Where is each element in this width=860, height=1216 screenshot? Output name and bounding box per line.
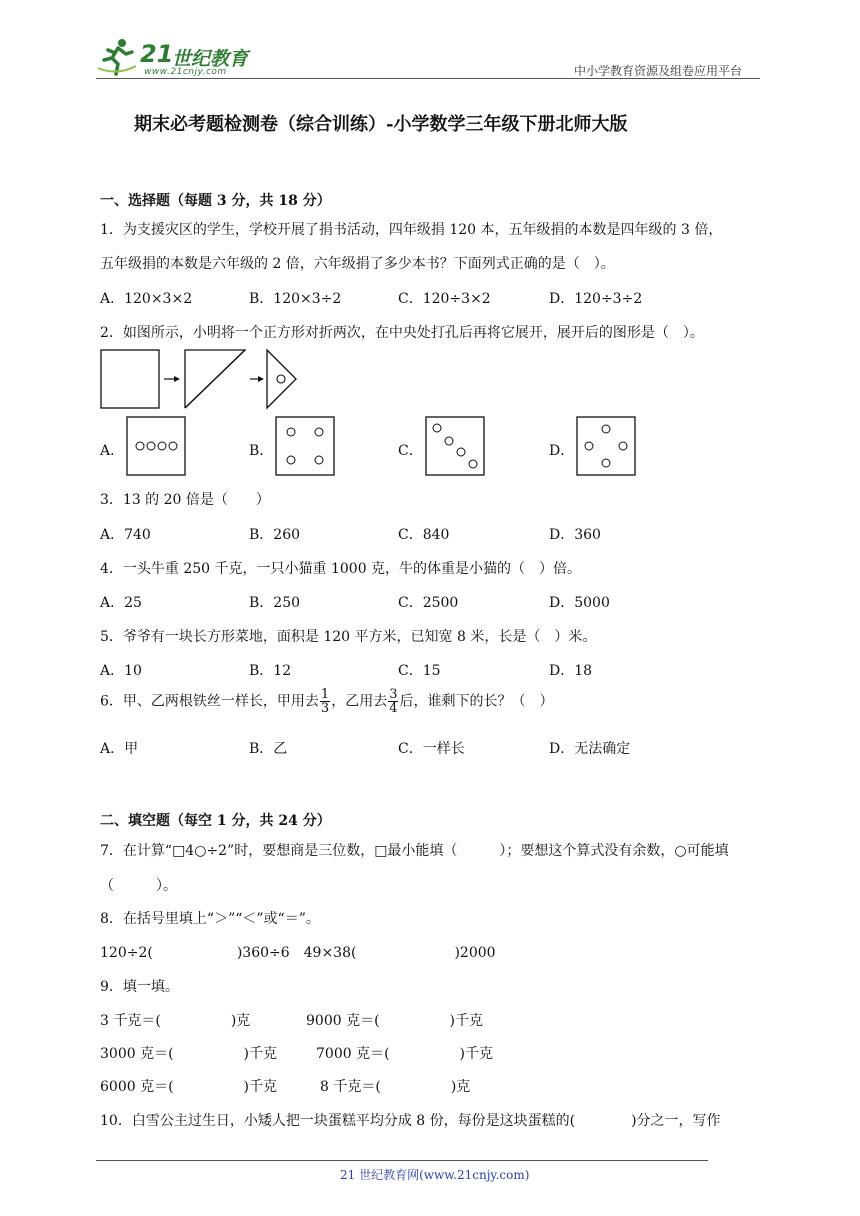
fraction-one-third: $\frac{1}{3}$: [320, 687, 330, 716]
q3-text: 3．13 的 20 倍是（ ）: [100, 492, 270, 508]
q6-part2: ，乙用去: [331, 693, 388, 710]
q4-option-d: D．5000: [549, 595, 610, 611]
fraction-three-quarters: $\frac{3}{4}$: [389, 687, 398, 716]
q9-row3-left: 6000 克＝( )千克: [100, 1079, 278, 1095]
q3-option-b: B．260: [249, 527, 301, 543]
q10-text: 10．白雪公主过生日，小矮人把一块蛋糕平均分成 8 份，每份是这块蛋糕的( )分之一，写作: [100, 1113, 721, 1129]
logo: [96, 36, 256, 78]
fold-diagram: [100, 348, 310, 412]
q3-option-d: D．360: [549, 527, 601, 543]
q1-option-b: B．120×3÷2: [249, 291, 342, 307]
square-shape: [101, 350, 159, 408]
q5-option-b: B．12: [249, 663, 292, 679]
q9-row2-left: 3000 克＝( )千克: [100, 1046, 278, 1062]
q1-option-c: C．120÷3×2: [398, 291, 491, 307]
q6-option-c: C．一样长: [398, 741, 465, 757]
section-heading-choice: 一、选择题（每题 3 分，共 18 分）: [100, 193, 331, 209]
q6-option-d: D．无法确定: [549, 741, 631, 757]
q4-option-c: C．2500: [398, 595, 459, 611]
q9-row3-right: 8 千克＝( )克: [320, 1079, 471, 1095]
logo-text: 世纪教育: [172, 48, 249, 70]
q9-row1-right: 9000 克＝( )千克: [306, 1013, 484, 1029]
q2-option-b-figure: [275, 416, 335, 476]
q6-option-b: B．乙: [249, 741, 288, 757]
q9-row1-left: 3 千克＝( )克: [100, 1013, 251, 1029]
q2-option-c-label: C．: [398, 443, 423, 459]
q2-option-c-figure: [425, 416, 485, 476]
q2-option-b-label: B．: [249, 443, 274, 459]
q7-line2: （ ）。: [100, 878, 177, 894]
q5-option-d: D．18: [549, 663, 593, 679]
footer-text: 21 世纪教育网(www.21cnjy.com): [340, 1168, 530, 1182]
q1-option-a: A．120×3×2: [100, 291, 193, 307]
q1-line1: 1．为支援灾区的学生，学校开展了捐书活动，四年级捐 120 本，五年级捐的本数是四年级的 3 倍，: [100, 222, 723, 238]
q3-option-a: A．740: [100, 527, 151, 543]
page-title: 期末必考题检测卷（综合训练）-小学数学三年级下册北师大版: [134, 114, 628, 135]
q1-option-d: D．120÷3÷2: [549, 291, 643, 307]
footer-divider: [96, 1160, 708, 1161]
q9-row2-right: 7000 克＝( )千克: [316, 1046, 494, 1062]
logo-url: www.21cnjy.com: [144, 67, 227, 77]
hole-icon: [277, 375, 285, 383]
runner-icon: [96, 36, 138, 78]
header-divider: [96, 78, 760, 79]
q6-text: [100, 688, 553, 715]
q4-text: 4．一头牛重 250 千克，一只小猫重 1000 克，牛的体重是小猫的（ ）倍。: [100, 561, 582, 577]
q6-option-a: A．甲: [100, 741, 139, 757]
q3-option-c: C．840: [398, 527, 450, 543]
section-heading-fill: 二、填空题（每空 1 分，共 24 分）: [100, 813, 331, 829]
q5-option-c: C．15: [398, 663, 441, 679]
q7-line1: 7．在计算“□4○÷2”时，要想商是三位数，□最小能填（ ）；要想这个算式没有余数，○可能填: [100, 843, 729, 859]
q8-text: 8．在括号里填上“＞”“＜”或“＝”。: [100, 911, 320, 927]
q2-option-a-label: A．: [100, 443, 125, 459]
q2-option-a-figure: [126, 416, 186, 476]
q8-line: 120÷2( )360÷6 49×38( )2000: [100, 945, 496, 961]
q2-option-d-label: D．: [549, 443, 575, 459]
q5-text: 5．爷爷有一块长方形菜地，面积是 120 平方米，已知宽 8 米，长是（ ）米。: [100, 629, 597, 645]
q2-option-d-figure: [576, 416, 636, 476]
q9-text: 9．填一填。: [100, 979, 179, 995]
logo-number: 21: [140, 40, 174, 68]
small-triangle-shape: [267, 350, 296, 408]
q5-option-a: A．10: [100, 663, 142, 679]
q6-part3: 后，谁剩下的长？（ ）: [399, 693, 554, 710]
q2-text: 2．如图所示，小明将一个正方形对折两次，在中央处打孔后再将它展开，展开后的图形是（ ）。: [100, 325, 704, 341]
q4-option-b: B．250: [249, 595, 301, 611]
header-right-text: 中小学教育资源及组卷应用平台: [574, 64, 743, 78]
q4-option-a: A．25: [100, 595, 142, 611]
q1-line2: 五年级捐的本数是六年级的 2 倍，六年级捐了多少本书？下面列式正确的是（ ）。: [100, 256, 615, 272]
q6-part1: 6．甲、乙两根铁丝一样长，甲用去: [100, 693, 319, 710]
